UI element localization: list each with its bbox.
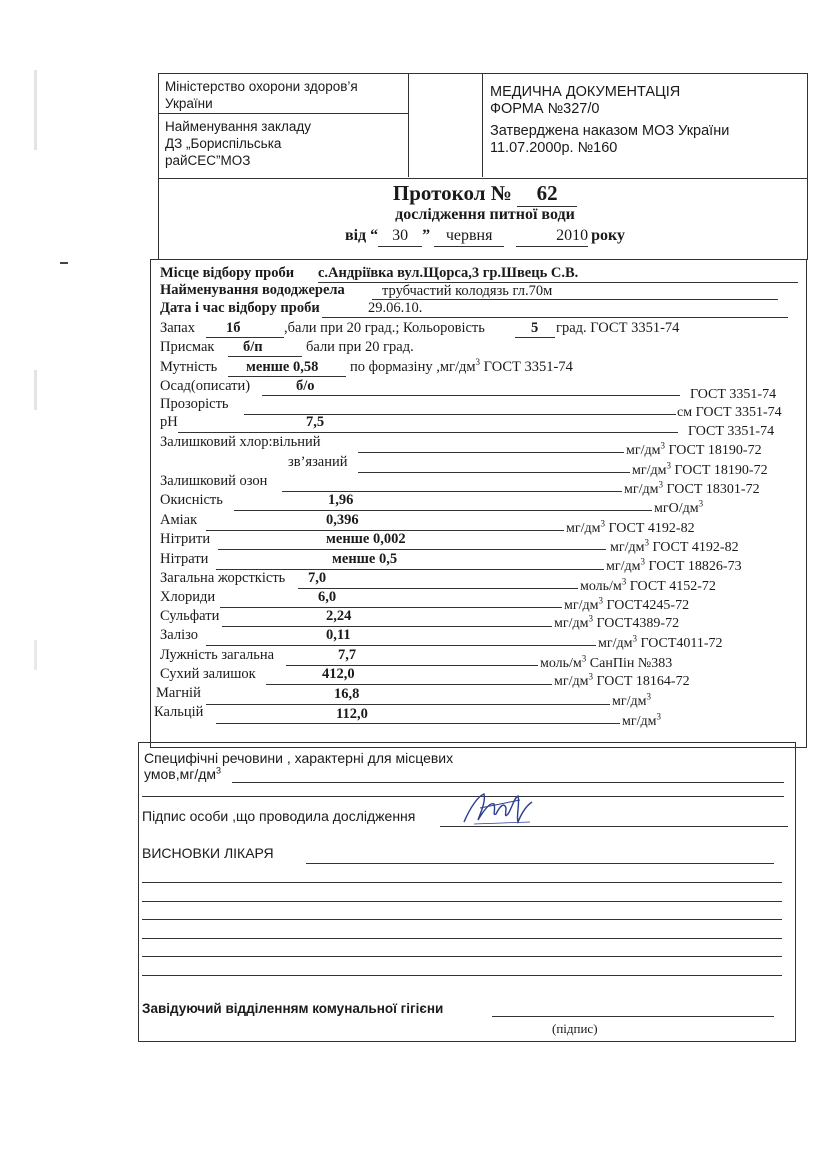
source-underline [372,299,778,300]
chlorine-bound-label: зв’язаний [288,454,348,470]
nitrate-unit: $мг/дм^3$ ГОСТ 18826-73 [606,556,742,574]
ph-label: pH [160,414,178,430]
ammonia-value: 0,396 [326,512,359,528]
scan-artifact [34,640,37,670]
scan-artifact [34,370,37,410]
chloride-unit: $мг/дм^3$ ГОСТ4245-72 [564,595,690,613]
date-prefix: від “ [344,227,379,244]
ministry-name: Міністерство охорони здоров’я України [165,79,358,111]
signature-caption: (підпис) [552,1021,598,1036]
iron-underline [206,645,596,646]
alkalinity-value: 7,7 [338,647,357,663]
nitrate-label: Нітрати [160,551,209,567]
sulfate-label: Сульфати [160,608,220,624]
nitrite-value: менше 0,002 [326,531,406,547]
transparency-label: Прозорість [160,396,229,412]
sediment-value: б/о [296,378,315,394]
iron-value: 0,11 [326,627,351,643]
researcher-signature [460,788,540,832]
conclusions-underline-4 [142,919,782,920]
chlorine-free-unit: $мг/дм^3$ ГОСТ 18190-72 [626,440,762,458]
place-value: с.Андріївка вул.Щорса,3 гр.Швець С.В. [318,265,579,281]
alkalinity-label: Лужність загальна [160,647,275,663]
conclusions-underline-5 [142,938,782,939]
iron-label: Залізо [160,627,198,643]
sampling-date-label: Дата і час відбору проби [160,300,320,316]
sulfate-underline [222,626,552,627]
calcium-value: 112,0 [336,706,368,722]
hardness-label: Загальна жорсткість [160,570,286,586]
approved-date: 11.07.2000р. №160 [490,140,618,156]
source-value: трубчастий колодязь гл.70м [382,283,553,299]
magnesium-underline [206,704,610,705]
dry-underline [266,684,552,685]
ph-std: ГОСТ 3351-74 [688,424,775,439]
signature-label: Підпис особи ,що проводила дослідження [142,808,416,824]
smell-label: Запах [160,320,195,336]
protocol-date [160,226,810,247]
oxid-value: 1,96 [328,492,354,508]
color-unit: град. ГОСТ 3351-74 [556,320,680,336]
doc-type: МЕДИЧНА ДОКУМЕНТАЦІЯ [490,84,681,100]
chlorine-bound-unit: $мг/дм^3$ ГОСТ 18190-72 [632,460,768,478]
approved-text: Затверджена наказом МОЗ України [490,123,730,139]
date-day: 30 [378,226,422,247]
nitrite-underline [218,549,606,550]
scan-artifact [60,262,68,264]
institution-label: Найменування закладу [165,119,312,134]
ammonia-unit: $мг/дм^3$ ГОСТ 4192-82 [566,518,695,536]
head-of-department-label: Завідуючий відділенням комунальної гігієни [142,1001,444,1016]
oxid-unit: мгО/$дм^3$ [654,498,704,516]
ozone-unit: $мг/дм^3$ ГОСТ 18301-72 [624,479,760,497]
chloride-underline [220,607,562,608]
calcium-label: Кальцій [154,704,204,720]
institution-name: ДЗ „Бориспільська райСЕС”МОЗ [165,136,282,168]
oxid-label: Окисність [160,492,223,508]
magnesium-unit: $мг/дм^3$ [612,691,651,709]
magnesium-value: 16,8 [334,686,360,702]
alkalinity-unit: моль/$м^3$ СанПін №383 [540,653,673,671]
sediment-std: ГОСТ 3351-74 [690,387,777,402]
sediment-label: Осад(описати) [160,378,251,394]
oxid-underline [234,510,652,511]
smell-unit: ,бали при 20 град.; Кольоровість [284,320,485,336]
chloride-label: Хлориди [160,589,216,605]
smell-underline [206,337,284,338]
conclusions-underline-7 [142,975,782,976]
conclusions-label: ВИСНОВКИ ЛІКАРЯ [142,845,274,861]
magnesium-label: Магній [156,685,201,701]
taste-label: Присмак [160,339,215,355]
date-year-suffix: року [591,227,626,244]
iron-unit: $мг/дм^3$ ГОСТ4011-72 [598,633,723,651]
header-divider-left [158,113,408,114]
footer-box [138,742,796,1042]
smell-value: 1б [226,320,241,336]
specific-substances-label: Специфічні речовини , характерні для місцевих [144,750,454,766]
ammonia-label: Аміак [160,512,198,528]
protocol-subtitle: дослідження питної води [395,206,575,223]
ph-underline [178,432,678,433]
nitrate-value: менше 0,5 [332,551,398,567]
hardness-unit: моль/$м^3$ ГОСТ 4152-72 [580,576,716,594]
header-divider-vertical [482,73,483,177]
turbidity-label: Мутність [160,359,218,375]
taste-value: б/п [243,339,263,355]
calcium-underline [216,723,620,724]
taste-unit: бали при 20 град. [306,339,414,355]
hardness-underline [298,588,578,589]
sampling-date-underline [322,317,788,318]
form-number: ФОРМА №327/0 [490,101,600,117]
chlorine-bound-underline [358,472,630,473]
dry-label: Сухий залишок [160,666,256,682]
sulfate-value: 2,24 [326,608,352,624]
hardness-value: 7,0 [308,570,327,586]
date-month: червня [434,226,504,247]
ph-value: 7,5 [306,414,325,430]
chlorine-free-underline [358,452,624,453]
head-signature-underline [492,1016,774,1017]
conclusions-underline-3 [142,901,782,902]
color-underline [515,337,555,338]
source-label: Найменування вододжерела [160,282,345,298]
ozone-label: Залишковий озон [160,473,268,489]
nitrite-unit: $мг/дм^3$ ГОСТ 4192-82 [610,537,739,555]
dry-value: 412,0 [322,666,355,682]
turbidity-value: менше 0,58 [246,359,319,375]
chloride-value: 6,0 [318,589,337,605]
protocol-title [160,180,810,207]
transparency-std: см ГОСТ 3351-74 [677,405,782,420]
specific-substances-unit: $умов,мг/дм^3$ [144,765,222,782]
turbidity-underline [228,376,346,377]
color-value: 5 [531,320,539,336]
taste-underline [228,356,302,357]
sulfate-unit: $мг/дм^3$ ГОСТ4389-72 [554,613,680,631]
protocol-label: Протокол № [392,181,512,205]
conclusions-underline-1 [306,863,774,864]
place-label: Місце відбору проби [160,265,295,281]
conclusions-underline-2 [142,882,782,883]
sampling-date-value: 29.06.10. [368,300,423,316]
sediment-underline [262,395,680,396]
nitrite-label: Нітрити [160,531,211,547]
turbidity-unit: по формазіну $,мг/дм^3$ ГОСТ 3351-74 [350,357,573,375]
conclusions-underline-6 [142,956,782,957]
date-year: 2010 [516,226,588,247]
protocol-number: 62 [517,180,577,207]
dry-unit: $мг/дм^3$ ГОСТ 18164-72 [554,671,690,689]
specific-underline-1 [232,782,784,783]
calcium-unit: $мг/дм^3$ [622,711,661,729]
header-left-inner-right [408,73,409,177]
chlorine-label: Залишковий хлор:вільний [160,434,321,450]
date-quote: ” [422,227,431,244]
scan-artifact [34,70,37,150]
